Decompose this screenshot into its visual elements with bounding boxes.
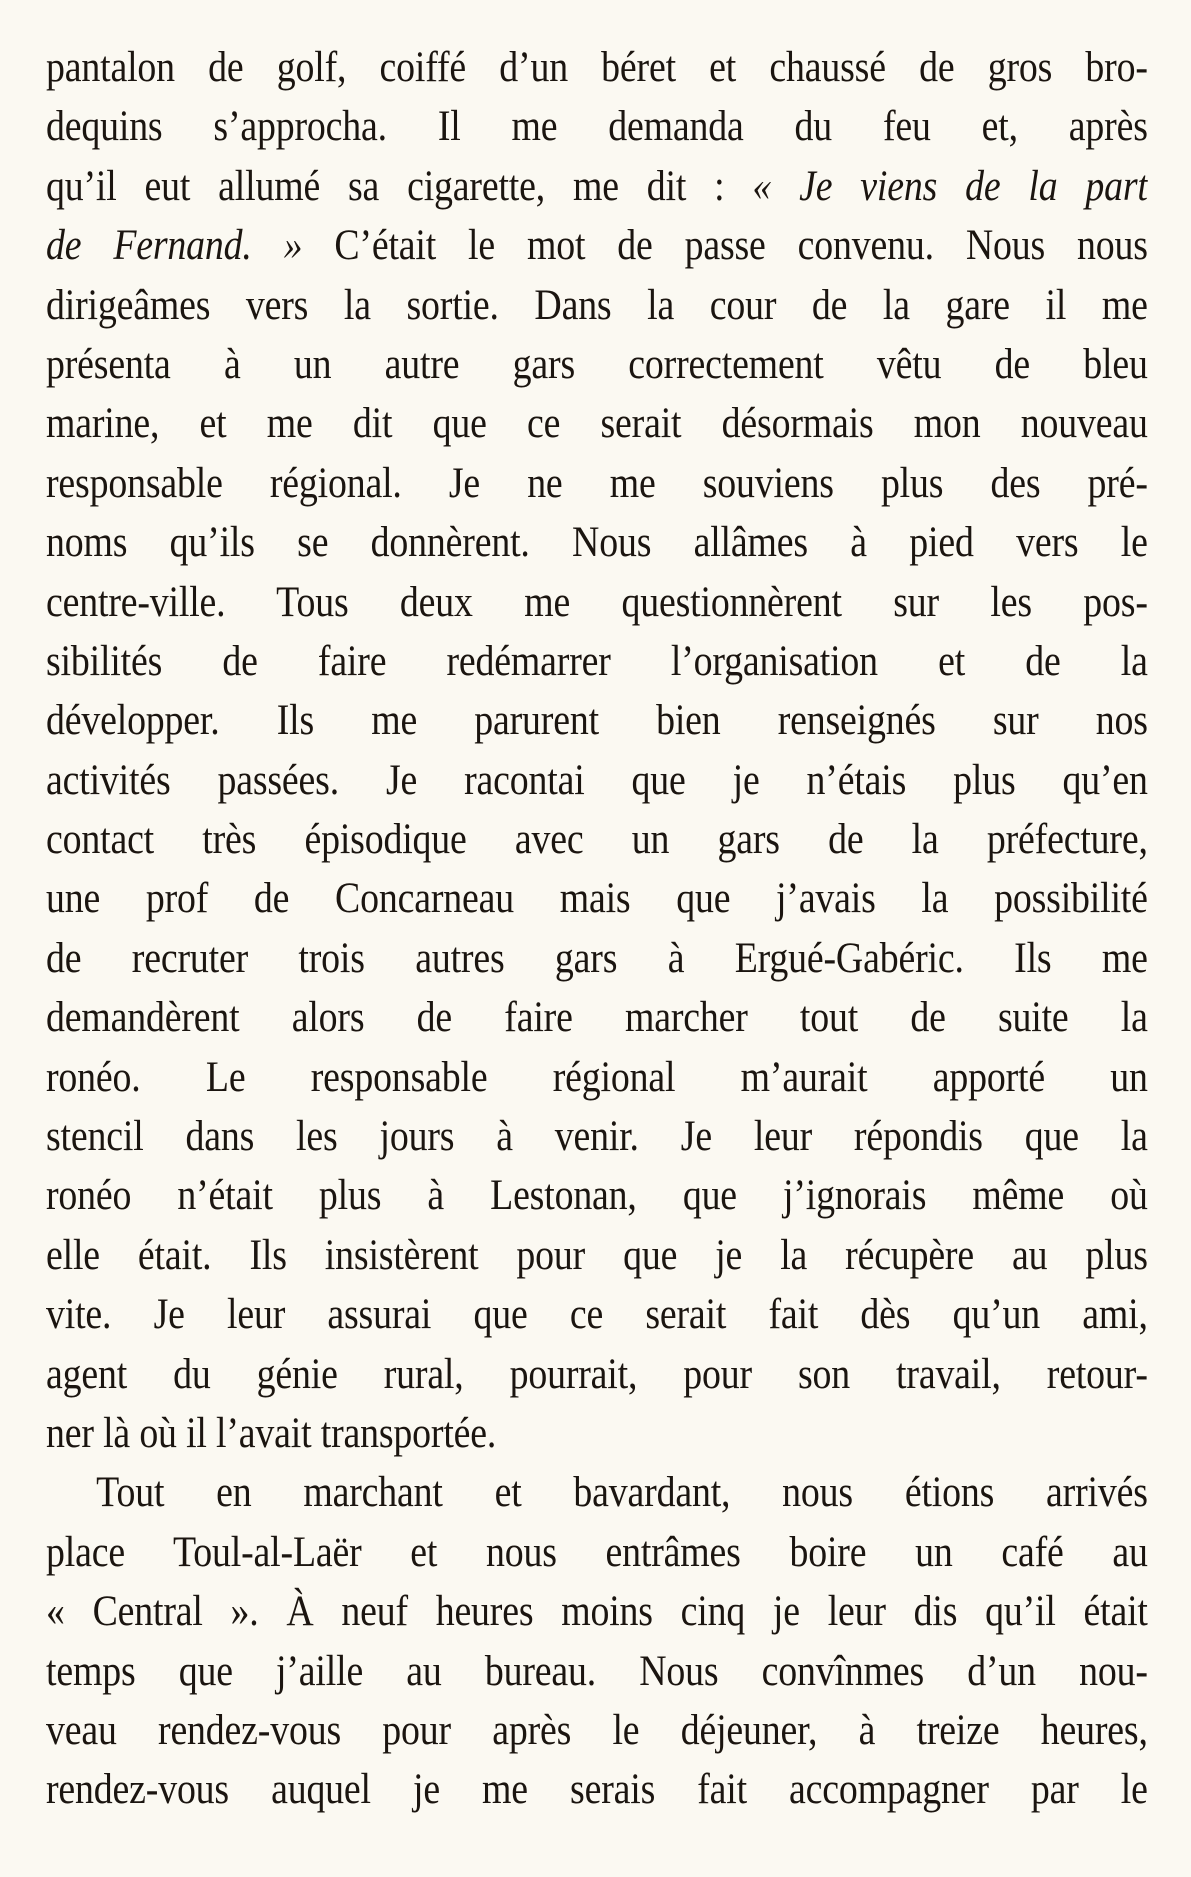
text-block <box>46 38 1148 1820</box>
text-segment: qu’il eut allumé sa cigarette, me dit : <box>46 162 753 210</box>
text-line: marine, et me dit que ce serait désormais mon nouveau <box>46 400 1148 448</box>
text-line: rendez-vous auquel je me serais fait accompagner par le <box>46 1766 1148 1814</box>
text-line: agent du génie rural, pourrait, pour son travail, retour- <box>46 1350 1148 1398</box>
text-line: vite. Je leur assurai que ce serait fait dès qu’un ami, <box>46 1291 1148 1339</box>
text-line: temps que j’aille au bureau. Nous convînmes d’un nou- <box>46 1647 1148 1695</box>
text-line: présenta à un autre gars correctement vêtu de bleu <box>46 340 1148 388</box>
text-line: place Toul-al-Laër et nous entrâmes boire un café au <box>46 1528 1148 1576</box>
text-line: veau rendez-vous pour après le déjeuner, à treize heures, <box>46 1706 1148 1754</box>
text-line: pantalon de golf, coiffé d’un béret et chaussé de gros bro- <box>46 44 1148 91</box>
text-line: « Central ». À neuf heures moins cinq je leur dis qu’il était <box>46 1588 1148 1636</box>
text-line: contact très épisodique avec un gars de la préfecture, <box>46 816 1148 864</box>
text-line: Tout en marchant et bavardant, nous étions arrivés <box>96 1469 1148 1517</box>
text-line: elle était. Ils insistèrent pour que je la récupère au plus <box>46 1231 1148 1279</box>
text-line: développer. Ils me parurent bien renseignés sur nos <box>46 697 1148 745</box>
text-line: une prof de Concarneau mais que j’avais la possibilité <box>46 875 1148 923</box>
text-line: ronéo n’était plus à Lestonan, que j’ignorais même où <box>46 1172 1148 1220</box>
text-line: ner là où il l’avait transportée. <box>46 1409 497 1457</box>
text-line <box>46 216 1148 275</box>
text-line: sibilités de faire redémarrer l’organisation et de la <box>46 637 1148 685</box>
text-line: centre-ville. Tous deux me questionnèrent sur les pos- <box>46 578 1148 626</box>
text-line: dequins s’approcha. Il me demanda du feu et, après <box>46 103 1148 151</box>
italic-quote: de Fernand. » <box>46 222 335 270</box>
text-segment: C’était le mot de passe convenu. Nous nous <box>334 222 1148 270</box>
text-line: dirigeâmes vers la sortie. Dans la cour de la gare il me <box>46 281 1148 329</box>
text-line <box>46 157 1148 216</box>
text-line: activités passées. Je racontai que je n’étais plus qu’en <box>46 756 1148 804</box>
text-line: demandèrent alors de faire marcher tout de suite la <box>46 994 1148 1042</box>
text-line: ronéo. Le responsable régional m’aurait apporté un <box>46 1053 1148 1101</box>
text-line: de recruter trois autres gars à Ergué-Gabéric. Ils me <box>46 934 1148 982</box>
italic-quote: « Je viens de la part <box>752 162 1148 210</box>
text-line: responsable régional. Je ne me souviens plus des pré- <box>46 459 1148 507</box>
text-line: stencil dans les jours à venir. Je leur répondis que la <box>46 1113 1148 1161</box>
text-line: noms qu’ils se donnèrent. Nous allâmes à pied vers le <box>46 519 1148 567</box>
